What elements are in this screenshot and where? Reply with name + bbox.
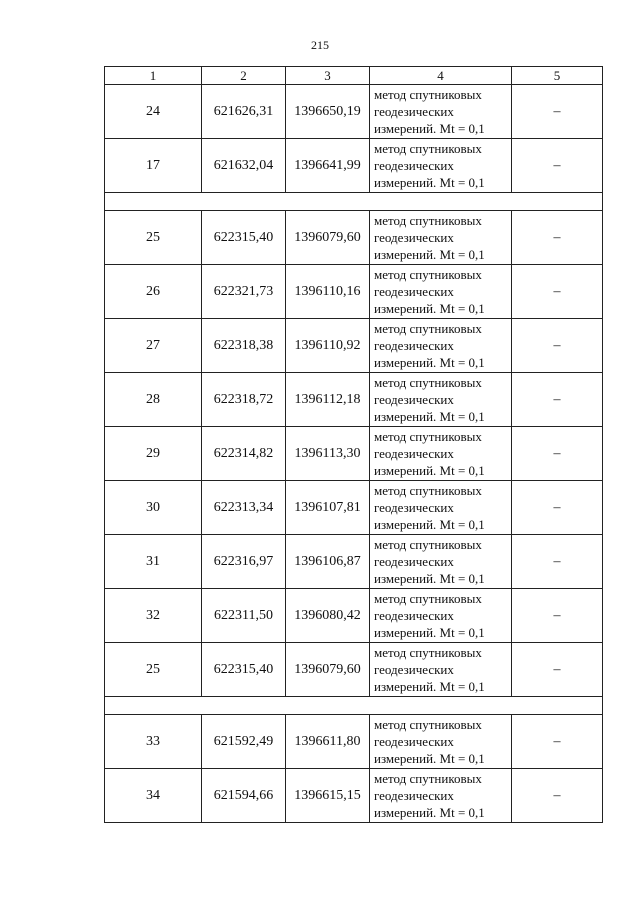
table-row	[105, 715, 603, 769]
point-number-cell: 29	[105, 427, 202, 481]
table-row	[105, 481, 603, 535]
method-line: измерений. Mt = 0,1	[374, 463, 485, 478]
coordinate-x-cell: 621626,31	[202, 85, 286, 139]
point-number-cell: 24	[105, 85, 202, 139]
method-cell	[370, 643, 512, 697]
method-line: измерений. Mt = 0,1	[374, 751, 485, 766]
note-cell: –	[512, 211, 603, 265]
method-line: измерений. Mt = 0,1	[374, 247, 485, 262]
coordinate-x-cell: 622316,97	[202, 535, 286, 589]
method-line: геодезических	[374, 734, 454, 749]
method-line: измерений. Mt = 0,1	[374, 301, 485, 316]
method-line: метод спутниковых	[374, 87, 482, 102]
coordinate-x-cell: 622313,34	[202, 481, 286, 535]
note-cell: –	[512, 769, 603, 823]
table-spacer-row	[105, 193, 603, 211]
note-cell: –	[512, 643, 603, 697]
note-cell: –	[512, 85, 603, 139]
point-number-cell: 26	[105, 265, 202, 319]
header-cell: 1	[105, 67, 202, 85]
method-cell	[370, 481, 512, 535]
method-line: геодезических	[374, 158, 454, 173]
table-header-row	[105, 67, 603, 85]
coordinate-x-cell: 622321,73	[202, 265, 286, 319]
point-number-cell: 30	[105, 481, 202, 535]
coordinate-y-cell: 1396110,92	[286, 319, 370, 373]
method-line: измерений. Mt = 0,1	[374, 175, 485, 190]
table-row	[105, 589, 603, 643]
method-line: геодезических	[374, 230, 454, 245]
coordinate-y-cell: 1396106,87	[286, 535, 370, 589]
coordinate-x-cell: 621594,66	[202, 769, 286, 823]
point-number-cell: 25	[105, 643, 202, 697]
coordinate-x-cell: 622311,50	[202, 589, 286, 643]
coordinate-y-cell: 1396107,81	[286, 481, 370, 535]
method-cell	[370, 319, 512, 373]
note-cell: –	[512, 427, 603, 481]
note-cell: –	[512, 535, 603, 589]
method-cell	[370, 139, 512, 193]
method-line: измерений. Mt = 0,1	[374, 805, 485, 820]
method-cell	[370, 373, 512, 427]
coordinate-y-cell: 1396080,42	[286, 589, 370, 643]
coordinate-y-cell: 1396079,60	[286, 643, 370, 697]
coordinate-x-cell: 622318,72	[202, 373, 286, 427]
point-number-cell: 17	[105, 139, 202, 193]
method-line: метод спутниковых	[374, 537, 482, 552]
header-cell: 2	[202, 67, 286, 85]
table-row	[105, 139, 603, 193]
table-body	[105, 67, 603, 823]
coordinate-x-cell: 622315,40	[202, 643, 286, 697]
method-line: геодезических	[374, 554, 454, 569]
method-line: метод спутниковых	[374, 141, 482, 156]
method-line: метод спутниковых	[374, 213, 482, 228]
coordinate-y-cell: 1396079,60	[286, 211, 370, 265]
coordinate-y-cell: 1396112,18	[286, 373, 370, 427]
method-line: геодезических	[374, 338, 454, 353]
method-line: метод спутниковых	[374, 483, 482, 498]
method-cell	[370, 427, 512, 481]
table-row	[105, 319, 603, 373]
coordinate-x-cell: 621632,04	[202, 139, 286, 193]
method-line: геодезических	[374, 500, 454, 515]
table-row	[105, 373, 603, 427]
coordinate-y-cell: 1396611,80	[286, 715, 370, 769]
table-row	[105, 769, 603, 823]
method-cell	[370, 535, 512, 589]
method-line: метод спутниковых	[374, 591, 482, 606]
table-row	[105, 211, 603, 265]
page-number: 215	[311, 38, 329, 52]
method-line: измерений. Mt = 0,1	[374, 121, 485, 136]
table-row	[105, 427, 603, 481]
method-line: геодезических	[374, 104, 454, 119]
point-number-cell: 25	[105, 211, 202, 265]
point-number-cell: 27	[105, 319, 202, 373]
method-line: измерений. Mt = 0,1	[374, 355, 485, 370]
note-cell: –	[512, 139, 603, 193]
note-cell: –	[512, 481, 603, 535]
header-cell: 4	[370, 67, 512, 85]
point-number-cell: 31	[105, 535, 202, 589]
coordinate-x-cell: 622318,38	[202, 319, 286, 373]
method-line: метод спутниковых	[374, 267, 482, 282]
point-number-cell: 34	[105, 769, 202, 823]
method-line: геодезических	[374, 392, 454, 407]
note-cell: –	[512, 265, 603, 319]
method-cell	[370, 715, 512, 769]
point-number-cell: 32	[105, 589, 202, 643]
method-line: геодезических	[374, 662, 454, 677]
coordinate-y-cell: 1396110,16	[286, 265, 370, 319]
method-line: геодезических	[374, 788, 454, 803]
method-cell	[370, 769, 512, 823]
table-row	[105, 85, 603, 139]
coordinates-table	[104, 66, 603, 823]
method-line: метод спутниковых	[374, 717, 482, 732]
method-line: измерений. Mt = 0,1	[374, 679, 485, 694]
coordinate-x-cell: 622314,82	[202, 427, 286, 481]
note-cell: –	[512, 589, 603, 643]
method-line: измерений. Mt = 0,1	[374, 571, 485, 586]
point-number-cell: 33	[105, 715, 202, 769]
method-line: геодезических	[374, 608, 454, 623]
method-line: измерений. Mt = 0,1	[374, 517, 485, 532]
method-cell	[370, 211, 512, 265]
note-cell: –	[512, 373, 603, 427]
method-line: геодезических	[374, 284, 454, 299]
table-spacer-row	[105, 697, 603, 715]
table-row	[105, 643, 603, 697]
method-cell	[370, 85, 512, 139]
method-line: измерений. Mt = 0,1	[374, 409, 485, 424]
note-cell: –	[512, 319, 603, 373]
method-line: измерений. Mt = 0,1	[374, 625, 485, 640]
method-cell	[370, 589, 512, 643]
method-line: метод спутниковых	[374, 321, 482, 336]
header-cell: 3	[286, 67, 370, 85]
point-number-cell: 28	[105, 373, 202, 427]
header-cell: 5	[512, 67, 603, 85]
coordinate-x-cell: 622315,40	[202, 211, 286, 265]
coordinate-x-cell: 621592,49	[202, 715, 286, 769]
method-line: метод спутниковых	[374, 375, 482, 390]
coordinate-y-cell: 1396615,15	[286, 769, 370, 823]
coordinate-y-cell: 1396650,19	[286, 85, 370, 139]
method-line: геодезических	[374, 446, 454, 461]
coordinate-y-cell: 1396641,99	[286, 139, 370, 193]
coordinate-y-cell: 1396113,30	[286, 427, 370, 481]
method-line: метод спутниковых	[374, 429, 482, 444]
spacer-cell	[105, 697, 603, 715]
table-row	[105, 265, 603, 319]
table-row	[105, 535, 603, 589]
method-line: метод спутниковых	[374, 771, 482, 786]
note-cell: –	[512, 715, 603, 769]
method-line: метод спутниковых	[374, 645, 482, 660]
method-cell	[370, 265, 512, 319]
spacer-cell	[105, 193, 603, 211]
